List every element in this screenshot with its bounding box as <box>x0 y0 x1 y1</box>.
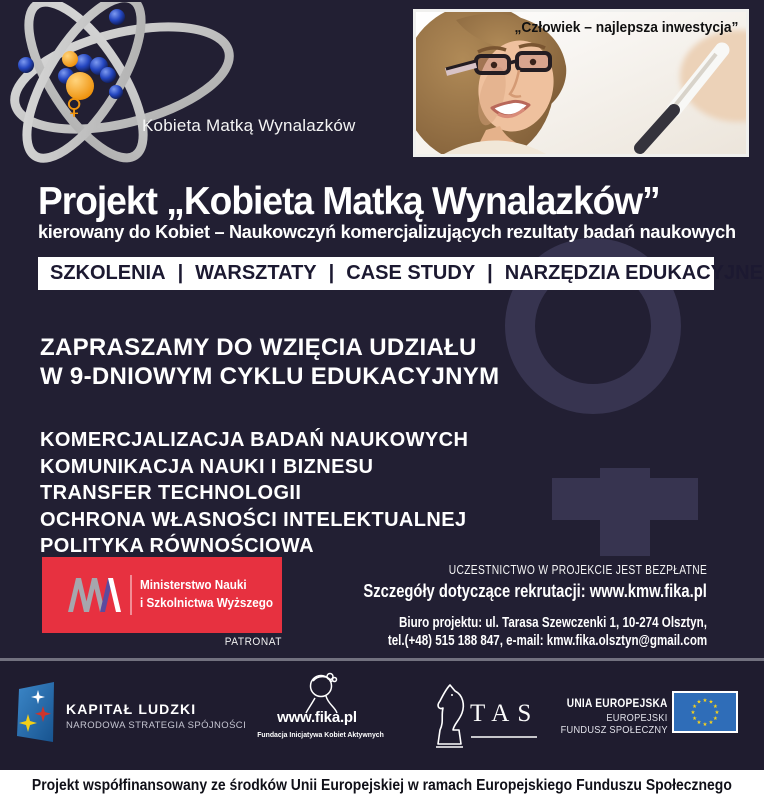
activity-item: SZKOLENIA <box>50 262 166 284</box>
electron <box>18 57 34 73</box>
invitation-line: ZAPRASZAMY DO WZIĘCIA UDZIAŁU <box>40 334 477 361</box>
patronat-label: PATRONAT <box>224 636 282 648</box>
page-subtitle: kierowany do Kobiet – Naukowczyń komercjalizujących rezultaty badań naukowych <box>38 221 736 242</box>
svg-text:★: ★ <box>696 720 702 727</box>
topic-item: OCHRONA WŁASNOŚCI INTELEKTUALNEJ <box>40 508 467 531</box>
activity-item: WARSZTATY <box>195 262 317 284</box>
fika-url: www.fika.pl <box>277 709 357 726</box>
topic-item: KOMUNIKACJA NAUKI I BIZNESU <box>40 455 374 478</box>
kapital-ludzki-name: KAPITAŁ LUDZKI <box>66 701 197 717</box>
activities-bar <box>38 257 763 290</box>
photo-quote: „Człowiek – najlepsza inwestycja” <box>514 19 738 36</box>
topic-item: TRANSFER TECHNOLOGII <box>40 482 302 504</box>
ministry-logo <box>42 557 282 633</box>
svg-text:★: ★ <box>714 709 720 716</box>
activity-item: NARZĘDZIA EDUKACYJNE <box>504 262 763 284</box>
svg-text:★: ★ <box>702 721 708 728</box>
recruitment-details: Szczegóły dotyczące rekrutacji: www.kmw.fika.pl <box>363 581 707 601</box>
mn-monogram-icon <box>68 578 122 612</box>
female-symbol-icon: ♀ <box>65 95 83 120</box>
svg-text:★: ★ <box>692 703 698 710</box>
ministry-name <box>140 576 273 612</box>
eu-label-line: EUROPEJSKI <box>606 712 668 724</box>
office-contact: tel.(+48) 515 188 847, e-mail: kmw.fika.olsztyn@gmail.com <box>387 633 707 649</box>
page-title: Projekt „Kobieta Matką Wynalazków” <box>38 180 660 223</box>
svg-text:★: ★ <box>696 699 702 706</box>
svg-text:★: ★ <box>692 715 698 722</box>
svg-text:★: ★ <box>690 709 696 716</box>
tas-name: TAS <box>470 700 540 727</box>
brand-logo-text: Kobieta Matką Wynalazków <box>142 116 356 135</box>
invitation-line: W 9-DNIOWYM CYKLU EDUKACYJNYM <box>40 363 500 390</box>
eu-label-line: UNIA EUROPEJSKA <box>567 698 668 710</box>
kapital-ludzki-subtitle: NARODOWA STRATEGIA SPÓJNOŚCI <box>66 720 247 731</box>
divider <box>130 575 132 615</box>
eu-flag-icon <box>672 691 738 733</box>
header-photo <box>413 9 749 157</box>
ministry-name-line: Ministerstwo Nauki <box>140 577 247 592</box>
svg-text:★: ★ <box>712 715 718 722</box>
svg-text:★: ★ <box>708 720 714 727</box>
separator: | <box>177 262 184 284</box>
cofinancing-text: Projekt współfinansowany ze środków Unii Europejskiej w ramach Europejskiego Funduszu Społecznego <box>32 777 732 794</box>
eu-label-line: FUNDUSZ SPOŁECZNY <box>560 724 668 736</box>
topic-item: KOMERCJALIZACJA BADAŃ NAUKOWYCH <box>40 429 469 451</box>
activity-item: CASE STUDY <box>346 262 476 284</box>
invitation-text <box>40 333 499 391</box>
free-participation-note: UCZESTNICTWO W PROJEKCIE JEST BEZPŁATNE <box>448 563 707 577</box>
svg-text:★: ★ <box>702 697 708 704</box>
tas-knight-icon <box>430 682 470 750</box>
atom-logo-icon <box>4 2 254 164</box>
fika-subtitle: Fundacja Inicjatywa Kobiet Aktywnych <box>257 730 384 739</box>
cofinancing-bar <box>0 770 764 802</box>
separator: | <box>328 262 335 284</box>
venus-symbol-crossbar <box>552 478 698 520</box>
electron <box>109 9 125 25</box>
ministry-name-line: i Szkolnictwa Wyższego <box>140 595 274 610</box>
divider-line <box>0 658 764 661</box>
electron <box>109 85 123 99</box>
topic-item: POLITYKA RÓWNOŚCIOWA <box>40 535 314 557</box>
kapital-ludzki-flag-icon <box>16 680 56 744</box>
office-address: Biuro projektu: ul. Tarasa Szewczenki 1, 10-274 Olsztyn, <box>399 615 707 631</box>
separator: | <box>487 262 493 284</box>
svg-text:★: ★ <box>708 699 714 706</box>
tas-tagline-line <box>471 736 537 738</box>
fika-woman-icon <box>300 672 344 714</box>
topics-list <box>40 427 468 560</box>
svg-text:★: ★ <box>712 703 718 710</box>
